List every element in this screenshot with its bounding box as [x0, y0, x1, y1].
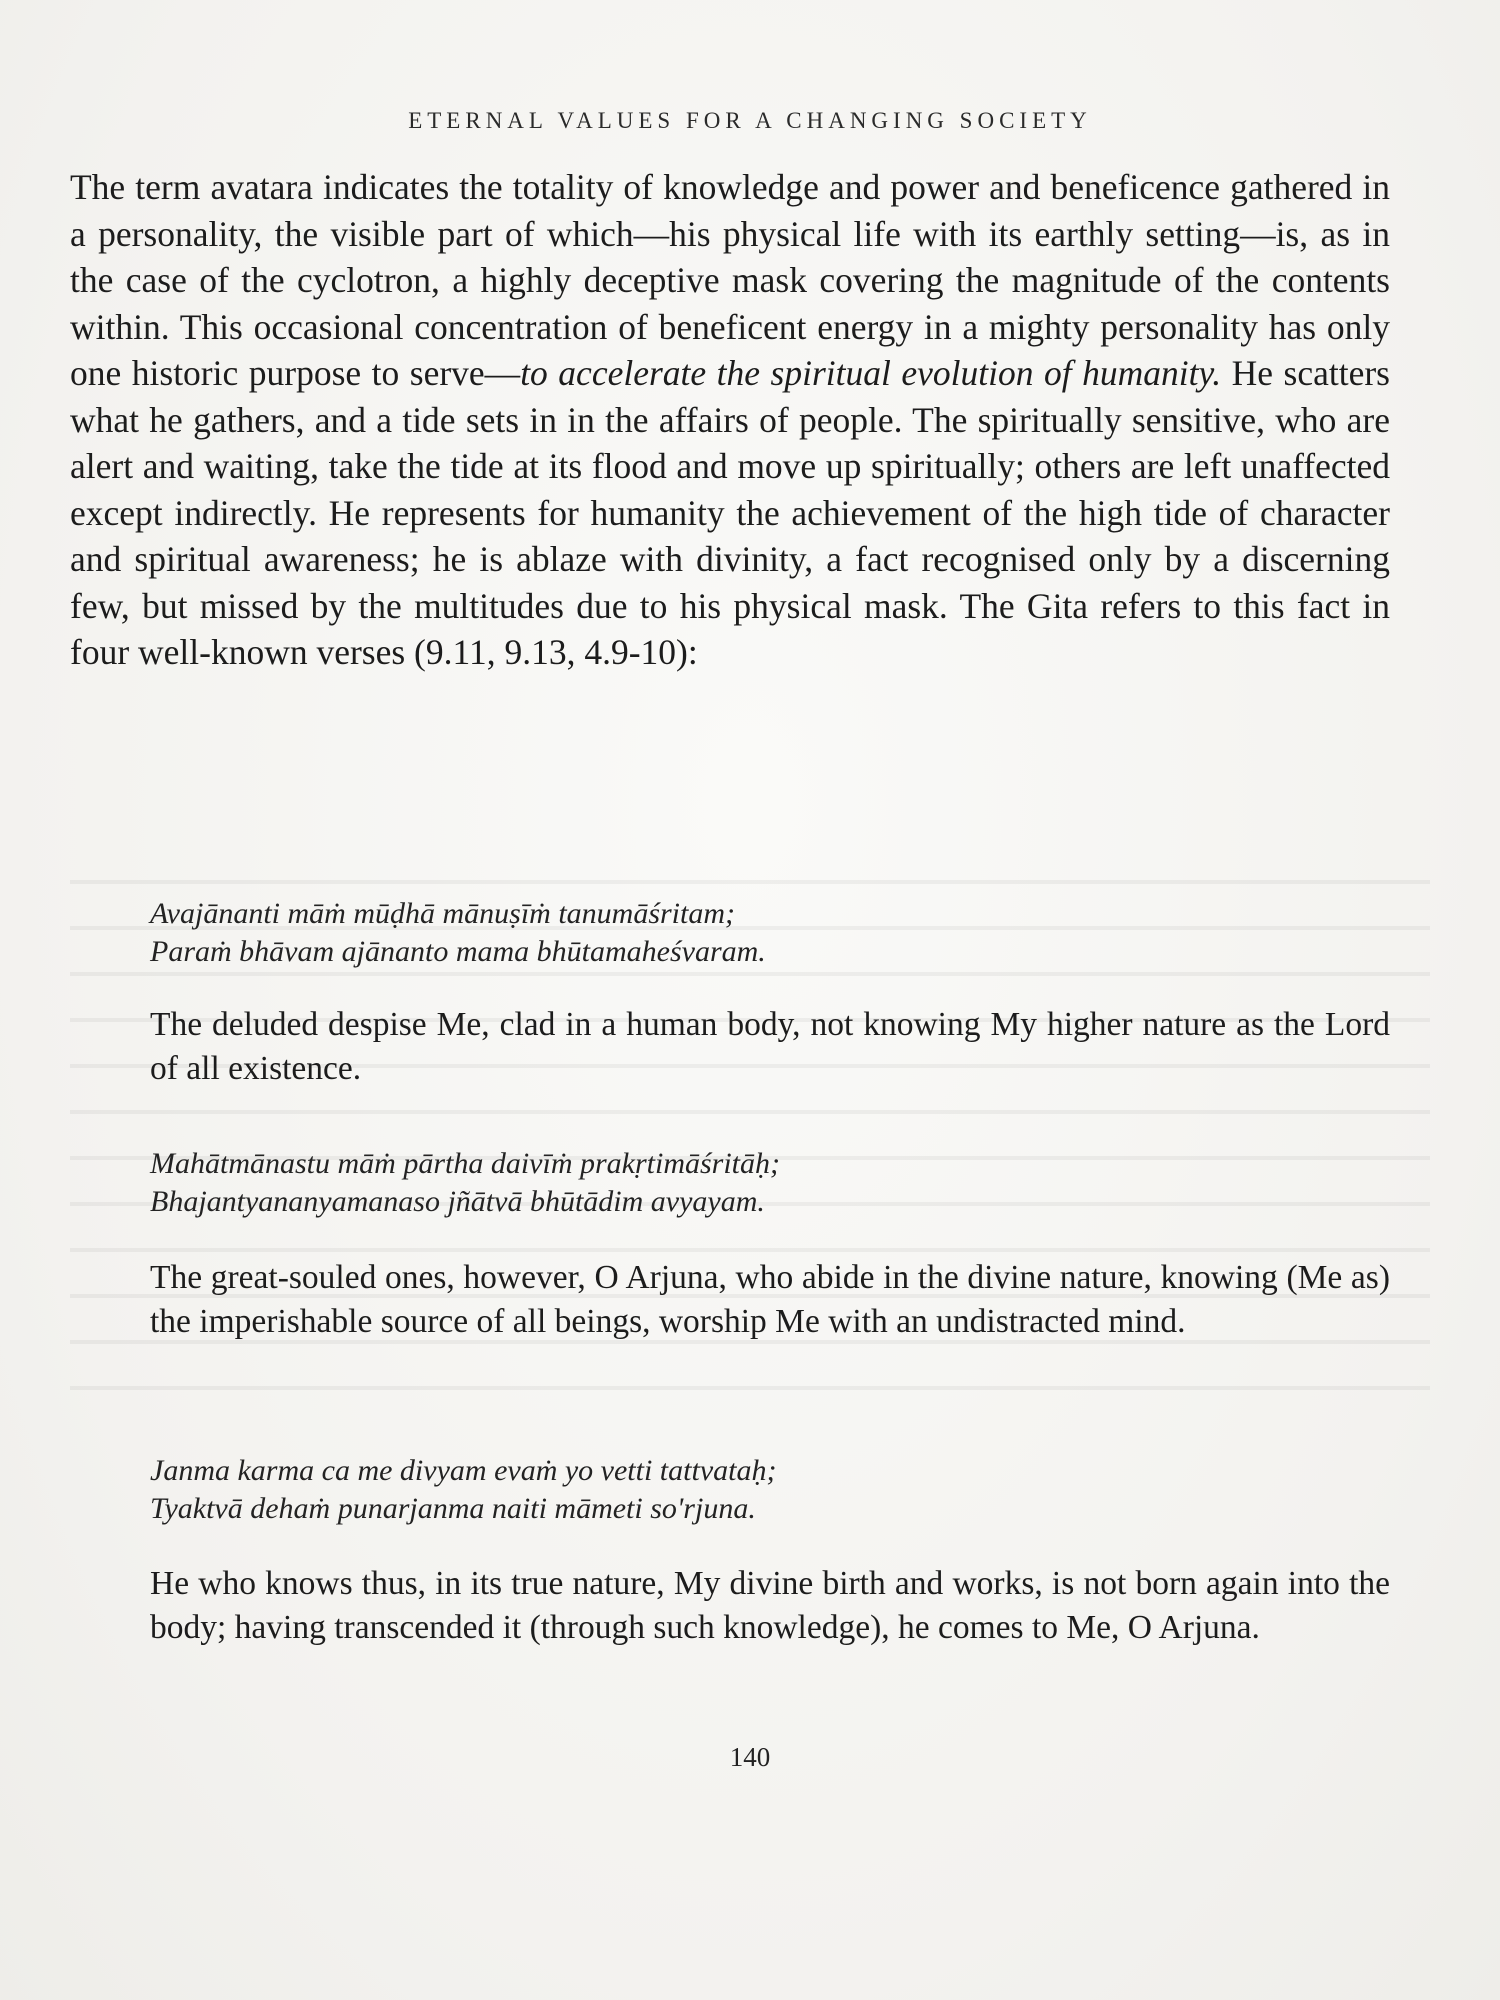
verse-1-line-2: Paraṁ bhāvam ajānanto mama bhūtamaheśvaram. [150, 935, 766, 968]
verse-2-line-1: Mahātmānastu māṁ pārtha daivīṁ prakṛtimāśritāḥ; [150, 1147, 780, 1180]
running-head: ETERNAL VALUES FOR A CHANGING SOCIETY [408, 108, 1092, 133]
verse-3-translation: He who knows thus, in its true nature, My divine birth and works, is not born again into the body; having transcended it (through such knowledge), he comes to Me, O Arjuna. [150, 1565, 1390, 1646]
page-number: 140 [729, 1742, 771, 1772]
sanskrit-verse-1 [150, 895, 1390, 971]
verse-1-line-1: Avajānanti māṁ mūḍhā mānuṣīṁ tanumāśritam; [150, 897, 735, 930]
verse-3-line-2: Tyaktvā dehaṁ punarjanma naiti māmeti so'rjuna. [150, 1492, 756, 1525]
verse-2-line-2: Bhajantyananyamanaso jñātvā bhūtādim avyayam. [150, 1185, 765, 1218]
paragraph-emphasis: to accelerate the spiritual evolution of humanity. [520, 353, 1222, 393]
sanskrit-verse-2 [150, 1145, 1390, 1221]
verse-2-translation: The great-souled ones, however, O Arjuna, who abide in the divine nature, knowing (Me as) the imperishable source of all beings, worship Me with an undistracted mind. [150, 1259, 1390, 1340]
paragraph-text-start: The term avatara indicates the totality of knowledge and power and beneficence gathered in a personality, the visible part of which—his physical life with its earthly setting—is, as in the case of the cyclotron, a highly deceptive mask covering the magnitude of the contents within. This occasional concentration of beneficent energy in a mighty personality has only one historic purpose to serve— [70, 167, 1390, 393]
sanskrit-verse-3 [150, 1452, 1390, 1528]
paragraph-text-end: He scatters what he gathers, and a tide sets in in the affairs of people. The spiritually sensitive, who are alert and waiting, take the tide at its flood and move up spiritually; others are left unaffected except indirectly. He represents for humanity the achievement of the high tide of character and spiritual awareness; he is ablaze with divinity, a fact recognised only by a discerning few, but missed by the multitudes due to his physical mask. The Gita refers to this fact in four well-known verses (9.11, 9.13, 4.9-10): [70, 353, 1391, 672]
verse-3-line-1: Janma karma ca me divyam evaṁ yo vetti tattvataḥ; [150, 1454, 777, 1487]
verse-1-translation: The deluded despise Me, clad in a human body, not knowing My higher nature as the Lord of all existence. [150, 1006, 1390, 1087]
main-paragraph [70, 164, 1390, 676]
